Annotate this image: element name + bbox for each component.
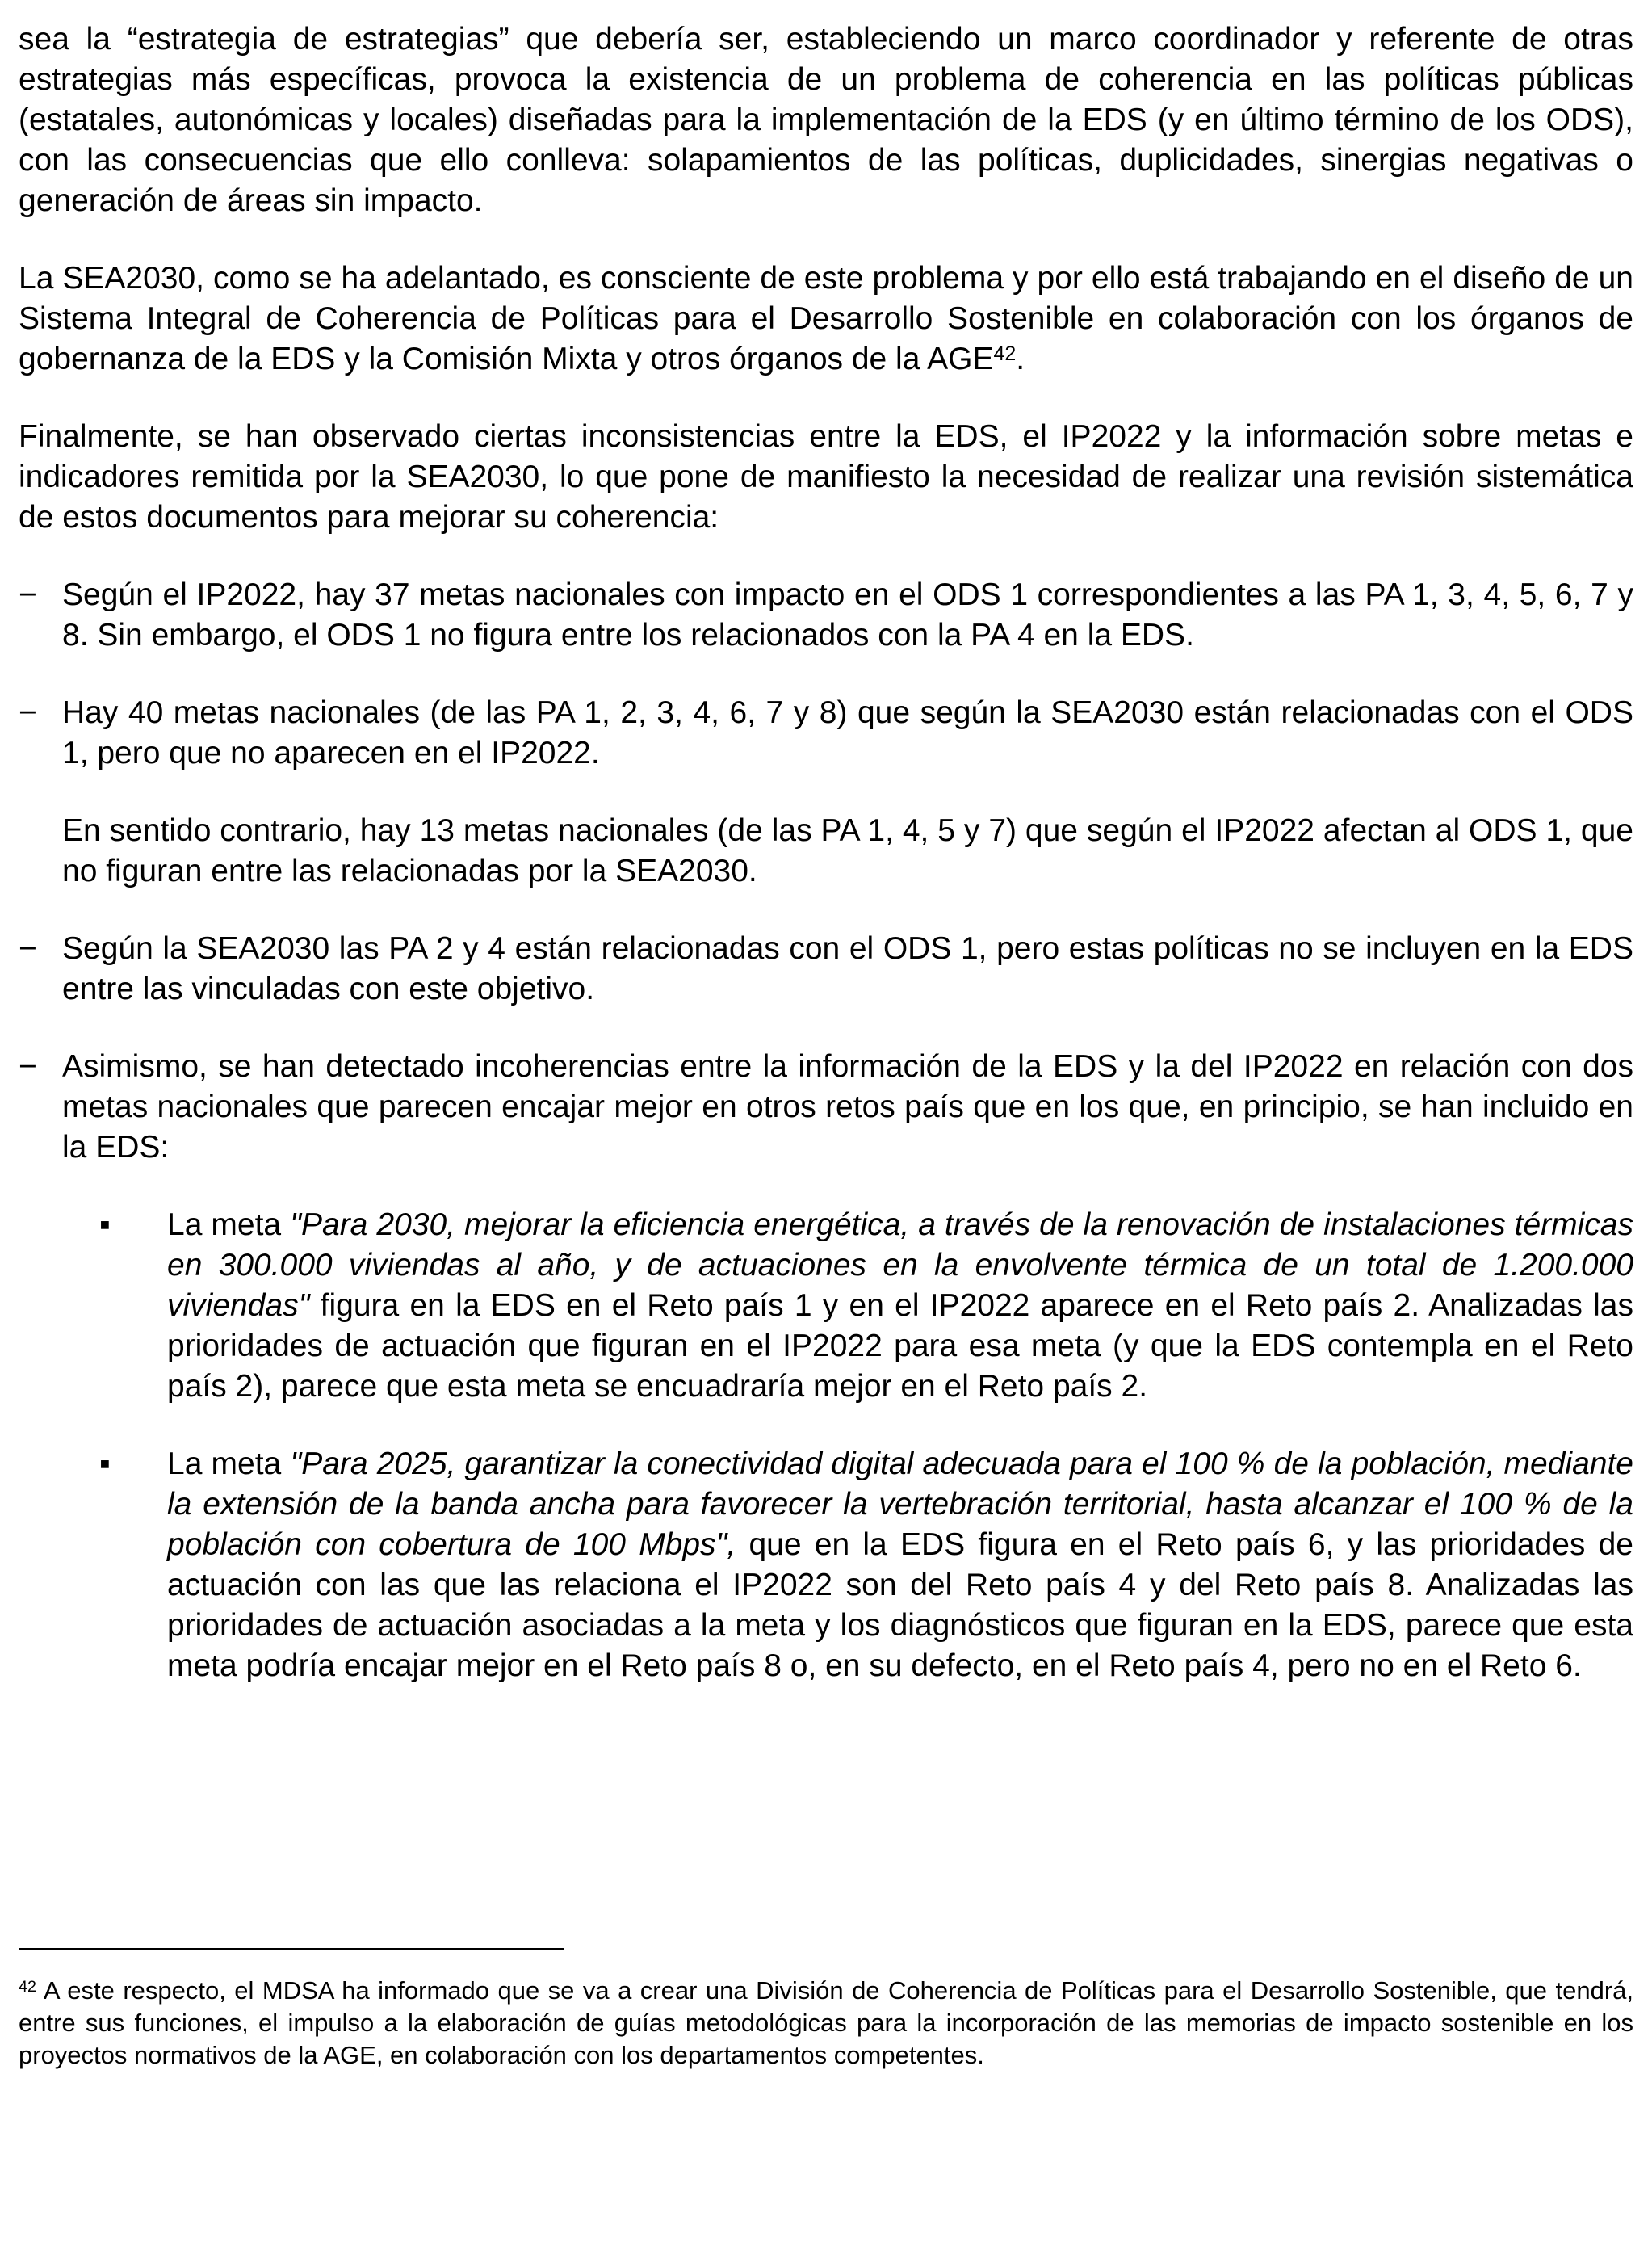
square-item-lead: La meta bbox=[167, 1446, 291, 1481]
square-list-item-2 bbox=[19, 1444, 1633, 1686]
paragraph-text: La SEA2030, como se ha adelantado, es consciente de este problema y por ello está trabajando en el diseño de un Sistema Integral de Coherencia de Políticas para el Desarrollo Sostenible en colaboración con los órganos de gobernanza de la EDS y la Comisión Mixta y otros órganos de la AGE bbox=[19, 261, 1633, 376]
footnote-area bbox=[19, 1948, 1633, 2072]
dash-bullet-icon: − bbox=[19, 695, 37, 730]
dash-list-item-2 bbox=[19, 693, 1633, 774]
square-bullet-icon: ▪ bbox=[99, 1207, 111, 1242]
footnote-42 bbox=[19, 1975, 1633, 2072]
footnote-ref-42: 42 bbox=[993, 342, 1017, 365]
dash-item-text: Según la SEA2030 las PA 2 y 4 están relacionadas con el ODS 1, pero estas políticas no se incluyen en la EDS entre las vinculadas con este objetivo. bbox=[62, 931, 1633, 1006]
dash-list-item-3 bbox=[19, 929, 1633, 1010]
paragraph-coherence-problem: sea la “estrategia de estrategias” que debería ser, estableciendo un marco coordinador y referente de otras estrategias más específicas, provoca la existencia de un problema de coherencia en las políticas públicas (estatales, autonómicas y locales) diseñadas para la implementación de la EDS (y en último término de los ODS), con las consecuencias que ello conlleva: solapamientos de las políticas, duplicidades, sinergias negativas o generación de áreas sin impacto. bbox=[19, 22, 1633, 218]
square-item-rest: que en la EDS figura en el Reto país 6, y las prioridades de actuación con las que las relaciona el IP2022 son del Reto país 4 y del Reto país 8. Analizadas las prioridades de actuación asociadas a la meta y los diagnósticos que figuran en la EDS, parece que esta meta podría encajar mejor en el Reto país 8 o, en su defecto, en el Reto país 4, pero no en el Reto 6. bbox=[167, 1527, 1633, 1683]
footnote-separator bbox=[19, 1948, 564, 1950]
dash-bullet-icon: − bbox=[19, 1049, 37, 1084]
square-item-quote: "Para 2030, mejorar la eficiencia energética, a través de la renovación de instalaciones térmicas en 300.000 viviendas al año, y de actuaciones en la envolvente térmica de un total de 1.200.000 viviendas" bbox=[167, 1207, 1633, 1323]
dash-bullet-icon: − bbox=[19, 931, 37, 966]
dash-bullet-icon: − bbox=[19, 577, 37, 612]
paragraph-sea2030-system bbox=[19, 258, 1633, 380]
dash-list-item-1 bbox=[19, 575, 1633, 656]
square-item-rest: figura en la EDS en el Reto país 1 y en el IP2022 aparece en el Reto país 2. Analizadas las prioridades de actuación que figuran en el IP2022 para esa meta (y que la EDS contempla en el Reto país 2), parece que esta meta se encuadraría mejor en el Reto país 2. bbox=[167, 1288, 1633, 1404]
square-bullet-icon: ▪ bbox=[99, 1446, 111, 1481]
paragraph-inconsistencies-intro: Finalmente, se han observado ciertas inconsistencias entre la EDS, el IP2022 y la información sobre metas e indicadores remitida por la SEA2030, lo que pone de manifiesto la necesidad de realizar una revisión sistemática de estos documentos para mejorar su coherencia: bbox=[19, 419, 1633, 535]
footnote-text: A este respecto, el MDSA ha informado que se va a crear una División de Coherencia de Políticas para el Desarrollo Sostenible, que tendrá, entre sus funciones, el impulso a la elaboración de guías metodológicas para la incorporación de las memorias de impacto sostenible en los proyectos normativos de la AGE, en colaboración con los departamentos competentes. bbox=[19, 1976, 1633, 2069]
square-item-lead: La meta bbox=[167, 1207, 291, 1242]
dash-item-text: Según el IP2022, hay 37 metas nacionales con impacto en el ODS 1 correspondientes a las PA 1, 3, 4, 5, 6, 7 y 8. Sin embargo, el ODS 1 no figura entre los relacionados con la PA 4 en la EDS. bbox=[62, 577, 1633, 653]
square-item-quote: "Para 2025, garantizar la conectividad digital adecuada para el 100 % de la población, mediante la extensión de la banda ancha para favorecer la vertebración territorial, hasta alcanzar el 100 % de la población con cobertura de 100 Mbps", bbox=[167, 1446, 1633, 1562]
dash-list-item-4 bbox=[19, 1047, 1633, 1168]
continuation-paragraph: En sentido contrario, hay 13 metas nacionales (de las PA 1, 4, 5 y 7) que según el IP2022 afectan al ODS 1, que no figuran entre las relacionadas por la SEA2030. bbox=[62, 813, 1633, 888]
footnote-number: 42 bbox=[19, 1978, 37, 1996]
paragraph-text-after-ref: . bbox=[1016, 342, 1025, 376]
square-list-item-1 bbox=[19, 1205, 1633, 1407]
dash-item-text: Hay 40 metas nacionales (de las PA 1, 2, 3, 4, 6, 7 y 8) que según la SEA2030 están relacionadas con el ODS 1, pero que no aparecen en el IP2022. bbox=[62, 695, 1633, 770]
dash-item-text: Asimismo, se han detectado incoherencias entre la información de la EDS y la del IP2022 en relación con dos metas nacionales que parecen encajar mejor en otros retos país que en los que, en principio, se han incluido en la EDS: bbox=[62, 1049, 1633, 1165]
